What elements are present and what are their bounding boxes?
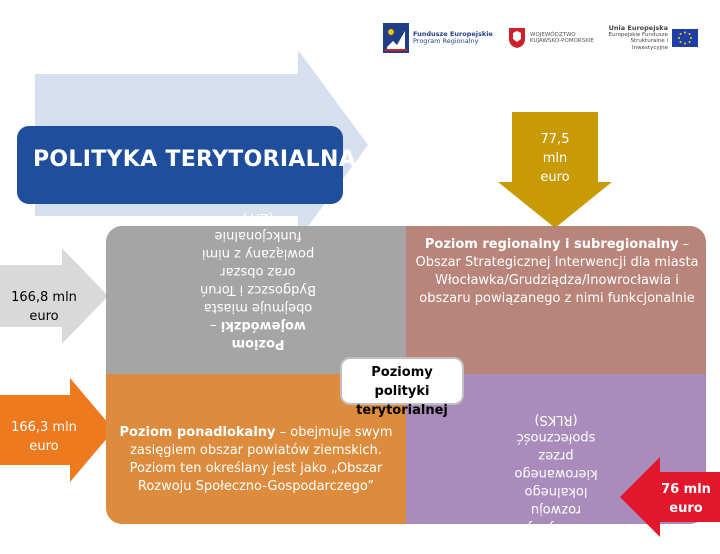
local-level-desc: – dotyczy rozwoju lokalnego kierowanego przez społeczność (RLKS) (514, 412, 598, 535)
top-amount: 77,5 mln euro (540, 132, 570, 185)
quadrant-supralocal-text (118, 424, 394, 496)
center-label: Poziomy polityki terytorialnej (340, 357, 464, 405)
region-name: WOJEWÓDZTWO KUJAWSKO-POMORSKIE (530, 31, 594, 44)
supralocal-level-desc: – obejmuje swym zasięgiem obszar powiatów ziemskich. Poziom ten określany jest jako „Obszar Rozwoju Społeczno-Gospodarczego” (129, 425, 393, 494)
left-upper-amount: 166,8 mln euro (11, 290, 77, 324)
page-title: POLITYKA TERYTORIALNA (33, 147, 357, 172)
eu-name: Unia Europejska (608, 24, 668, 32)
supralocal-level-title: Poziom ponadlokalny (119, 425, 276, 440)
right-bottom-amount: 76 mln euro (661, 482, 711, 516)
eu-fund: Europejskie Fundusze Strukturalne i Inwestycyjne (608, 31, 668, 51)
subregional-level-desc: – Obszar Strategicznej Interwencji dla miasta Włocławka/Grudziądza/Inowrocławia i obszaru powiązanego z nimi funkcjonalnie (415, 237, 699, 306)
subregional-level-title: Poziom regionalny i subregionalny (424, 237, 679, 252)
regional-level-title: Poziom wojewódzki (220, 318, 306, 351)
left-lower-amount: 166,3 mln euro (11, 420, 77, 454)
quadrant-subregional-text (412, 236, 702, 308)
funds-program: Program Regionalny (413, 37, 479, 45)
local-level-title: Poziom lokalny (500, 538, 612, 553)
funds-name: Fundusze Europejskie (413, 30, 493, 38)
regional-level-desc: – obejmuje miasta Bydgoszcz i Toruń oraz obszar powiązany z nimi funkcjonalnie (ZIT) (199, 210, 317, 333)
quadrant-local-text (500, 410, 612, 553)
